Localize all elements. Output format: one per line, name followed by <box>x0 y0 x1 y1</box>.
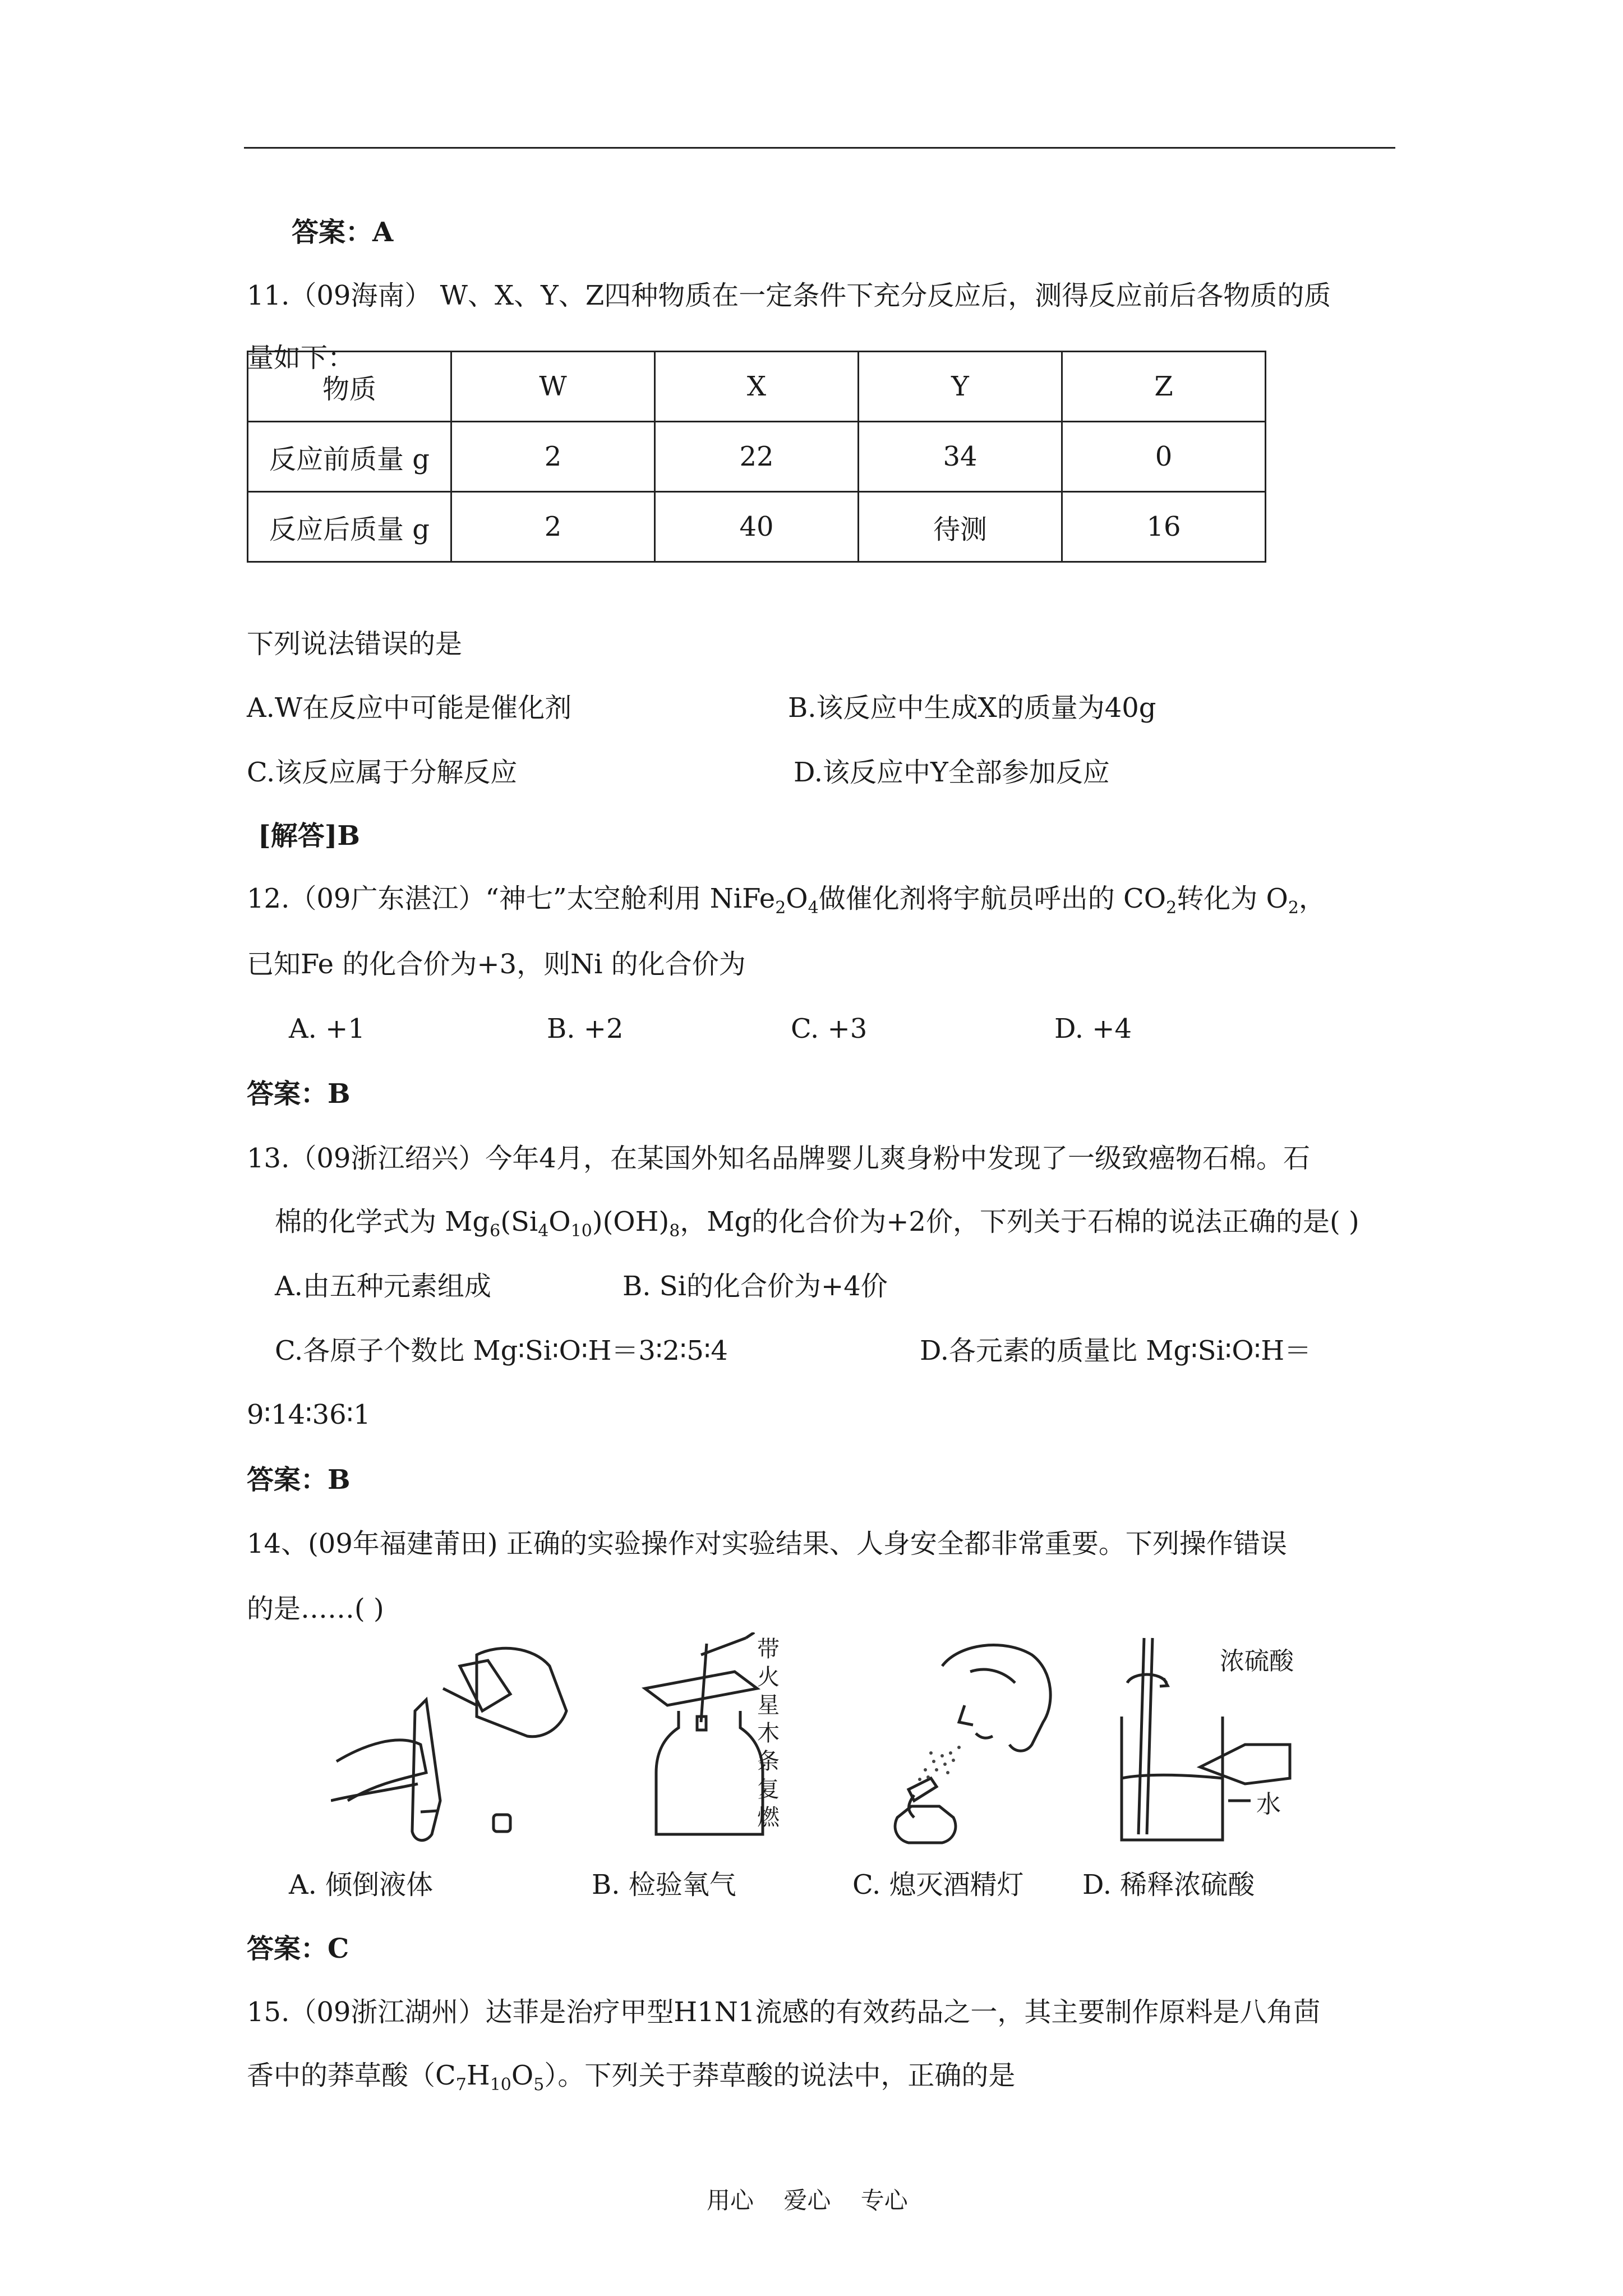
q12-option-b: B. +2 <box>547 1013 624 1045</box>
water-label: 水 <box>1256 1790 1281 1819</box>
subscript: 6 <box>490 1221 501 1241</box>
q11-answer: [解答]B <box>258 820 360 852</box>
q11-option-a: A.W在反应中可能是催化剂 <box>247 692 572 724</box>
table-row <box>248 422 1266 492</box>
q13-answer: 答案：B <box>247 1464 351 1496</box>
q15-text: H <box>466 2060 490 2091</box>
table-cell: 反应后质量 g <box>248 492 451 562</box>
q12-line2: 已知Fe 的化合价为+3，则Ni 的化合价为 <box>247 949 746 980</box>
q14-line1: 14、(09年福建莆田) 正确的实验操作对实验结果、人身安全都非常重要。下列操作错误 <box>247 1528 1287 1559</box>
subscript: 2 <box>775 898 786 918</box>
q13-text: ，Mg的化合价为+2价，下列关于石棉的说法正确的是( ) <box>680 1206 1359 1237</box>
figure-label-d: D. 稀释浓硫酸 <box>1082 1869 1255 1901</box>
q15-text: 香中的莽草酸（C <box>247 2060 456 2091</box>
q12-text: 转化为 O <box>1177 883 1288 914</box>
table-cell: 2 <box>451 422 655 492</box>
q13-text: )(OH) <box>592 1206 670 1237</box>
q12-line1 <box>247 882 1326 918</box>
figure-label-a: A. 倾倒液体 <box>289 1869 434 1901</box>
table-cell: 22 <box>655 422 859 492</box>
q12-text: 12.（09广东湛江）“神七”太空舱利用 NiFe <box>247 883 776 914</box>
table-cell: 反应前质量 g <box>248 422 451 492</box>
q13-option-b: B. Si的化合价为+4价 <box>623 1271 888 1302</box>
mass-table <box>247 351 1266 563</box>
q15-line2 <box>247 2059 1016 2095</box>
q14-line2: 的是……( ) <box>247 1593 384 1625</box>
page-footer: 用心 爱心 专心 <box>707 2187 908 2214</box>
pour-liquid-figure <box>331 1632 578 1851</box>
oxygen-test-figure <box>634 1632 836 1851</box>
subscript: 2 <box>1288 898 1299 918</box>
table-header-cell: W <box>451 352 655 422</box>
q13-option-c: C.各原子个数比 Mg∶Si∶O∶H＝3∶2∶5∶4 <box>275 1335 728 1366</box>
q11-line2: 量如下： <box>247 342 355 374</box>
figure-label-c: C. 熄灭酒精灯 <box>852 1869 1024 1901</box>
table-cell: 0 <box>1062 422 1266 492</box>
subscript: 4 <box>538 1221 549 1241</box>
q14-answer: 答案：C <box>247 1933 349 1964</box>
subscript: 8 <box>669 1221 680 1241</box>
q11-line1: 11.（09海南） W、X、Y、Z四种物质在一定条件下充分反应后，测得反应前后各物质的质 <box>247 280 1331 311</box>
q12-option-a: A. +1 <box>289 1013 365 1045</box>
subscript: 2 <box>1166 898 1177 918</box>
q12-option-d: D. +4 <box>1054 1013 1132 1045</box>
header-rule <box>244 147 1395 149</box>
table-header-cell: Y <box>859 352 1062 422</box>
q13-text: 棉的化学式为 Mg <box>275 1206 490 1237</box>
table-cell: 34 <box>859 422 1062 492</box>
table-header-cell: 物质 <box>248 352 451 422</box>
table-header-cell: Z <box>1062 352 1266 422</box>
q11-option-c: C.该反应属于分解反应 <box>247 757 518 788</box>
subscript: 10 <box>570 1221 592 1241</box>
q13-line1: 13.（09浙江绍兴）今年4月，在某国外知名品牌婴儿爽身粉中发现了一级致癌物石棉。石 <box>247 1143 1310 1174</box>
q15-text: O <box>511 2060 534 2091</box>
subscript: 7 <box>455 2075 467 2095</box>
q12-option-c: C. +3 <box>791 1013 868 1045</box>
alcohol-lamp-figure <box>875 1632 1077 1851</box>
q12-text: 做催化剂将宇航员呼出的 CO <box>818 883 1166 914</box>
subscript: 10 <box>490 2075 511 2095</box>
q15-text: ）。下列关于莽草酸的说法中，正确的是 <box>544 2060 1016 2091</box>
q13-text: (Si <box>500 1206 538 1237</box>
q12-text: O <box>786 883 808 914</box>
answer-10: 答案：A <box>292 217 394 248</box>
q13-option-d-cont: 9∶14∶36∶1 <box>247 1399 371 1430</box>
table-cell: 40 <box>655 492 859 562</box>
subscript: 4 <box>808 898 819 918</box>
q12-answer: 答案：B <box>247 1078 351 1110</box>
table-cell: 待测 <box>859 492 1062 562</box>
table-row <box>248 352 1266 422</box>
table-row <box>248 492 1266 562</box>
q11-option-b: B.该反应中生成X的质量为40g <box>788 692 1156 724</box>
subscript: 5 <box>533 2075 545 2095</box>
q13-option-a: A.由五种元素组成 <box>275 1271 491 1302</box>
acid-label: 浓硫酸 <box>1220 1647 1294 1676</box>
q12-text: ， <box>1298 883 1326 914</box>
oxygen-test-note: 带火星木条复燃 <box>757 1636 780 1830</box>
q11-option-d: D.该反应中Y全部参加反应 <box>794 757 1110 788</box>
figure-label-b: B. 检验氧气 <box>592 1869 736 1901</box>
q15-line1: 15.（09浙江湖州）达菲是治疗甲型H1N1流感的有效药品之一，其主要制作原料是八角茴 <box>247 1996 1321 2028</box>
table-cell: 16 <box>1062 492 1266 562</box>
q11-prompt: 下列说法错误的是 <box>247 628 463 660</box>
q13-option-d: D.各元素的质量比 Mg∶Si∶O∶H＝ <box>920 1335 1312 1366</box>
table-header-cell: X <box>655 352 859 422</box>
table-cell: 2 <box>451 492 655 562</box>
q13-line2 <box>275 1205 1359 1239</box>
q13-text: O <box>548 1206 571 1237</box>
